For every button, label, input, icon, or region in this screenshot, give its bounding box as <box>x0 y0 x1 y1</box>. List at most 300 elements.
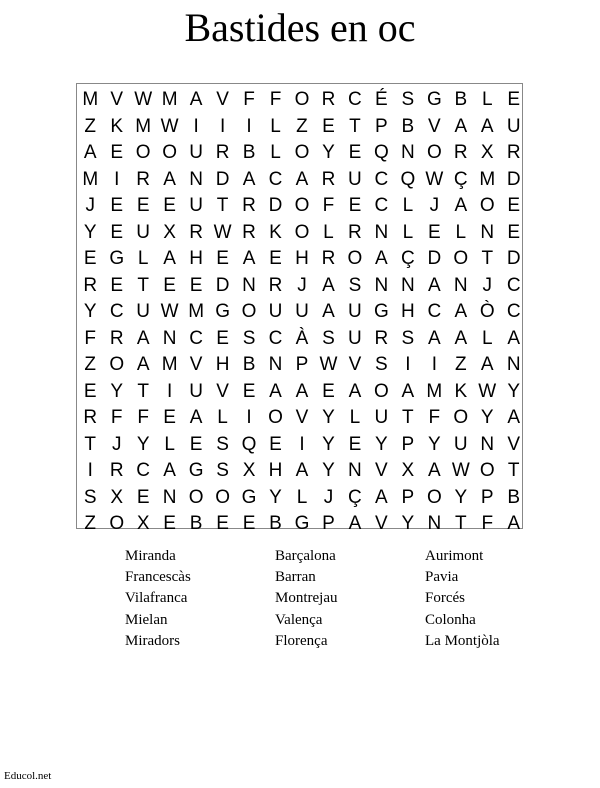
grid-cell[interactable]: J <box>85 195 95 217</box>
grid-cell[interactable]: U <box>348 327 362 349</box>
grid-cell[interactable]: O <box>426 142 442 164</box>
grid-cell[interactable]: I <box>246 115 252 137</box>
grid-cell[interactable]: Ç <box>400 248 415 270</box>
grid-cell[interactable]: D <box>506 168 521 190</box>
grid-cell[interactable]: R <box>506 142 521 164</box>
grid-cell[interactable]: E <box>507 221 521 243</box>
grid-cell[interactable]: O <box>426 486 442 508</box>
grid-cell[interactable]: C <box>268 327 283 349</box>
grid-cell[interactable]: F <box>481 513 494 535</box>
grid-cell[interactable]: O <box>347 248 363 270</box>
grid-cell[interactable]: C <box>374 195 389 217</box>
grid-cell[interactable]: R <box>189 221 203 243</box>
grid-cell[interactable]: Y <box>83 301 97 323</box>
grid-cell[interactable]: F <box>269 89 282 111</box>
grid-cell[interactable]: M <box>479 168 496 190</box>
grid-cell[interactable]: O <box>453 248 469 270</box>
grid-row <box>77 167 527 194</box>
grid-cell[interactable]: D <box>506 248 521 270</box>
grid-cell[interactable]: A <box>242 168 256 190</box>
grid-cell[interactable]: P <box>322 513 335 535</box>
grid-cell[interactable]: O <box>241 301 257 323</box>
grid-cell[interactable]: H <box>189 248 203 270</box>
grid-cell[interactable]: V <box>216 380 229 402</box>
grid-cell[interactable]: L <box>270 115 281 137</box>
grid-cell[interactable]: A <box>295 380 309 402</box>
grid-cell[interactable]: U <box>136 221 151 243</box>
grid-cell[interactable]: O <box>294 142 310 164</box>
grid-cell[interactable]: L <box>455 221 467 243</box>
grid-cell[interactable]: U <box>189 142 203 164</box>
grid-cell[interactable]: R <box>83 274 98 296</box>
grid-cell[interactable]: T <box>402 407 414 429</box>
grid-cell[interactable]: V <box>375 513 388 535</box>
grid-cell[interactable]: Y <box>401 513 415 535</box>
grid-cell[interactable]: X <box>163 221 176 243</box>
grid-cell[interactable]: E <box>163 407 176 429</box>
grid-cell[interactable]: E <box>507 89 521 111</box>
grid-cell[interactable]: E <box>110 274 124 296</box>
grid-cell[interactable]: N <box>480 433 495 455</box>
grid-cell[interactable]: W <box>134 89 153 111</box>
grid-cell[interactable]: D <box>215 168 230 190</box>
grid-cell[interactable]: O <box>109 513 125 535</box>
grid-cell[interactable]: C <box>348 89 362 111</box>
grid-cell[interactable]: N <box>374 274 389 296</box>
grid-cell[interactable]: R <box>109 460 124 482</box>
grid-cell[interactable]: X <box>401 460 415 482</box>
grid-cell[interactable]: E <box>216 327 229 349</box>
grid-cell[interactable]: U <box>189 195 203 217</box>
grid-cell[interactable]: A <box>480 354 494 376</box>
grid-cell[interactable]: S <box>242 327 256 349</box>
grid-cell[interactable]: G <box>215 301 230 323</box>
grid-cell[interactable]: L <box>481 327 493 349</box>
grid-cell[interactable]: U <box>348 301 362 323</box>
grid-cell[interactable]: I <box>193 115 199 137</box>
grid-cell[interactable]: N <box>506 354 521 376</box>
grid-cell[interactable]: N <box>400 274 415 296</box>
grid-cell[interactable]: Q <box>241 433 257 455</box>
grid-cell[interactable]: B <box>269 513 282 535</box>
grid-cell[interactable]: B <box>242 354 256 376</box>
grid-cell[interactable]: E <box>136 195 150 217</box>
grid-cell[interactable]: A <box>507 327 521 349</box>
grid-cell[interactable]: W <box>160 301 179 323</box>
grid-cell[interactable]: O <box>268 407 283 429</box>
grid-cell[interactable]: R <box>268 274 283 296</box>
grid-cell[interactable]: O <box>135 142 151 164</box>
grid-cell[interactable]: R <box>453 142 468 164</box>
grid-cell[interactable]: E <box>242 513 256 535</box>
grid-cell[interactable]: C <box>506 301 521 323</box>
grid-cell[interactable]: J <box>323 486 334 508</box>
grid-cell[interactable]: T <box>507 460 520 482</box>
grid-row <box>77 220 527 247</box>
grid-cell[interactable]: T <box>454 513 467 535</box>
grid-cell[interactable]: T <box>216 195 229 217</box>
grid-cell[interactable]: S <box>83 486 97 508</box>
grid-cell[interactable]: X <box>136 513 150 535</box>
grid-cell[interactable]: R <box>215 142 230 164</box>
grid-cell[interactable]: L <box>481 89 493 111</box>
grid-cell[interactable]: M <box>161 89 178 111</box>
grid-cell[interactable]: N <box>400 142 415 164</box>
grid-cell[interactable]: K <box>269 221 282 243</box>
grid-cell[interactable]: L <box>402 221 414 243</box>
grid-cell[interactable]: E <box>189 274 203 296</box>
grid-cell[interactable]: E <box>189 433 203 455</box>
grid-cell[interactable]: V <box>110 89 124 111</box>
grid-cell[interactable]: O <box>479 195 495 217</box>
grid-cell[interactable]: O <box>215 486 230 508</box>
grid-cell[interactable]: S <box>216 460 229 482</box>
grid-cell[interactable]: O <box>188 486 204 508</box>
grid-cell[interactable]: L <box>349 407 361 429</box>
grid-cell[interactable]: F <box>428 407 441 429</box>
grid-cell[interactable]: U <box>453 433 468 455</box>
grid-cell[interactable]: Ò <box>479 301 495 323</box>
grid-cell[interactable]: X <box>480 142 494 164</box>
grid-cell[interactable]: E <box>83 248 97 270</box>
grid-cell[interactable]: A <box>427 327 441 349</box>
grid-cell[interactable]: S <box>401 327 415 349</box>
grid-cell[interactable]: M <box>188 301 205 323</box>
grid-cell[interactable]: Y <box>136 433 150 455</box>
grid-cell[interactable]: E <box>216 513 229 535</box>
grid-cell[interactable]: O <box>479 460 495 482</box>
grid-cell[interactable]: C <box>427 301 442 323</box>
grid-cell[interactable]: Z <box>84 513 97 535</box>
grid-cell[interactable]: Z <box>454 354 467 376</box>
grid-cell[interactable]: I <box>167 380 173 402</box>
grid-cell[interactable]: P <box>480 486 494 508</box>
grid-cell[interactable]: R <box>321 168 336 190</box>
grid-cell[interactable]: Y <box>454 486 468 508</box>
grid-cell[interactable]: N <box>348 460 362 482</box>
grid-cell[interactable]: P <box>295 354 309 376</box>
grid-cell[interactable]: D <box>427 248 442 270</box>
grid-cell[interactable]: G <box>188 460 204 482</box>
grid-cell[interactable]: C <box>109 301 124 323</box>
grid-cell[interactable]: H <box>400 301 415 323</box>
letter-grid[interactable] <box>77 87 527 538</box>
grid-cell[interactable]: B <box>242 142 256 164</box>
grid-row <box>77 114 527 141</box>
grid-cell[interactable]: Y <box>375 433 388 455</box>
grid-cell[interactable]: R <box>136 168 151 190</box>
grid-cell[interactable]: I <box>431 354 437 376</box>
grid-cell[interactable]: V <box>189 354 203 376</box>
grid-cell[interactable]: A <box>189 407 203 429</box>
grid-cell[interactable]: V <box>375 460 388 482</box>
grid-cell[interactable]: Y <box>322 407 335 429</box>
word-item: Montrejau <box>275 590 338 607</box>
grid-cell[interactable]: V <box>216 89 229 111</box>
grid-cell[interactable]: B <box>454 89 468 111</box>
grid-cell[interactable]: S <box>401 89 415 111</box>
grid-cell[interactable]: E <box>216 248 229 270</box>
grid-cell[interactable]: L <box>270 142 281 164</box>
grid-cell[interactable]: R <box>242 195 256 217</box>
grid-cell[interactable]: M <box>135 115 152 137</box>
grid-cell[interactable]: A <box>507 513 521 535</box>
grid-cell[interactable]: M <box>161 354 178 376</box>
grid-cell[interactable]: L <box>323 221 334 243</box>
grid-cell[interactable]: L <box>217 407 228 429</box>
grid-cell[interactable]: R <box>348 221 362 243</box>
grid-cell[interactable]: A <box>480 115 494 137</box>
grid-cell[interactable]: L <box>164 433 175 455</box>
grid-cell[interactable]: A <box>427 460 441 482</box>
grid-cell[interactable]: O <box>453 407 469 429</box>
grid-cell[interactable]: E <box>110 221 124 243</box>
grid-cell[interactable]: A <box>189 89 203 111</box>
grid-cell[interactable]: Y <box>322 460 335 482</box>
grid-cell[interactable]: U <box>295 301 309 323</box>
grid-cell[interactable]: P <box>401 486 415 508</box>
grid-cell[interactable]: O <box>294 221 310 243</box>
grid-cell[interactable]: I <box>246 407 252 429</box>
grid-cell[interactable]: A <box>163 460 176 482</box>
grid-cell[interactable]: U <box>374 407 389 429</box>
grid-cell[interactable]: Q <box>374 142 389 164</box>
grid-cell[interactable]: R <box>242 221 256 243</box>
grid-cell[interactable]: I <box>87 460 93 482</box>
grid-cell[interactable]: O <box>294 89 310 111</box>
grid-cell[interactable]: U <box>506 115 521 137</box>
grid-cell[interactable]: A <box>136 354 150 376</box>
grid-cell[interactable]: E <box>83 380 97 402</box>
grid-cell[interactable]: C <box>189 327 203 349</box>
grid-cell[interactable]: O <box>109 354 125 376</box>
grid-cell[interactable]: R <box>374 327 389 349</box>
grid-cell[interactable]: V <box>427 115 441 137</box>
grid-row <box>77 379 527 406</box>
grid-cell[interactable]: U <box>268 301 283 323</box>
grid-cell[interactable]: A <box>401 380 415 402</box>
grid-cell[interactable]: E <box>163 513 176 535</box>
grid-cell[interactable]: O <box>374 380 389 402</box>
grid-cell[interactable]: A <box>454 115 468 137</box>
grid-cell[interactable]: V <box>295 407 309 429</box>
grid-cell[interactable]: L <box>137 248 149 270</box>
grid-cell[interactable]: E <box>348 195 362 217</box>
grid-cell[interactable]: Ç <box>348 486 362 508</box>
grid-cell[interactable]: S <box>322 327 335 349</box>
grid-cell[interactable]: E <box>163 195 176 217</box>
grid-cell[interactable]: Y <box>322 433 335 455</box>
site-credit: Educol.net <box>4 770 52 782</box>
grid-cell[interactable]: R <box>321 89 336 111</box>
grid-cell[interactable]: J <box>111 433 122 455</box>
grid-cell[interactable]: G <box>294 513 310 535</box>
grid-cell[interactable]: W <box>213 221 232 243</box>
grid-cell[interactable]: J <box>482 274 493 296</box>
grid-cell[interactable]: N <box>268 354 283 376</box>
grid-cell[interactable]: E <box>507 195 521 217</box>
grid-cell[interactable]: E <box>269 433 282 455</box>
grid-cell[interactable]: P <box>401 433 415 455</box>
grid-cell[interactable]: N <box>374 221 389 243</box>
grid-cell[interactable]: X <box>242 460 256 482</box>
grid-cell[interactable]: I <box>405 354 411 376</box>
grid-cell[interactable]: E <box>136 486 150 508</box>
grid-cell[interactable]: X <box>110 486 124 508</box>
grid-cell[interactable]: G <box>109 248 125 270</box>
grid-cell[interactable]: A <box>375 248 388 270</box>
grid-cell[interactable]: N <box>162 327 177 349</box>
grid-cell[interactable]: A <box>136 327 150 349</box>
grid-cell[interactable]: D <box>268 195 283 217</box>
grid-cell[interactable]: A <box>375 486 388 508</box>
grid-cell[interactable]: E <box>269 248 282 270</box>
grid-cell[interactable]: H <box>215 354 230 376</box>
word-list-column <box>275 546 425 652</box>
grid-cell[interactable]: A <box>269 380 282 402</box>
grid-cell[interactable]: A <box>322 274 335 296</box>
grid-cell[interactable]: P <box>375 115 388 137</box>
grid-cell[interactable]: E <box>322 115 335 137</box>
grid-cell[interactable]: W <box>451 460 470 482</box>
grid-cell[interactable]: G <box>374 301 389 323</box>
grid-cell[interactable]: Y <box>507 380 521 402</box>
grid-cell[interactable]: A <box>454 301 468 323</box>
grid-cell[interactable]: Z <box>296 115 308 137</box>
grid-cell[interactable]: N <box>162 486 177 508</box>
grid-cell[interactable]: B <box>507 486 521 508</box>
grid-cell[interactable]: L <box>402 195 414 217</box>
grid-cell[interactable]: R <box>83 407 98 429</box>
grid-cell[interactable]: B <box>401 115 415 137</box>
word-item: Aurimont <box>425 548 484 564</box>
grid-cell[interactable]: N <box>453 274 468 296</box>
grid-cell[interactable]: J <box>297 274 307 296</box>
grid-cell[interactable]: Y <box>427 433 441 455</box>
grid-cell[interactable]: A <box>163 248 176 270</box>
grid-cell[interactable]: S <box>375 354 388 376</box>
grid-cell[interactable]: A <box>83 142 97 164</box>
grid-cell[interactable]: F <box>110 407 123 429</box>
grid-cell[interactable]: A <box>427 274 441 296</box>
grid-cell[interactable]: B <box>189 513 203 535</box>
grid-cell[interactable]: R <box>109 327 124 349</box>
grid-cell[interactable]: I <box>114 168 120 190</box>
grid-cell[interactable]: C <box>136 460 151 482</box>
grid-cell[interactable]: Y <box>322 142 335 164</box>
grid-cell[interactable]: A <box>454 195 468 217</box>
word-item: Francescàs <box>125 569 191 586</box>
grid-cell[interactable]: O <box>162 142 178 164</box>
grid-cell[interactable]: H <box>268 460 283 482</box>
grid-cell[interactable]: C <box>268 168 283 190</box>
grid-cell[interactable]: I <box>219 115 226 137</box>
grid-cell[interactable]: T <box>481 248 494 270</box>
grid-cell[interactable]: G <box>241 486 257 508</box>
grid-cell[interactable]: T <box>137 274 149 296</box>
grid-cell[interactable]: M <box>82 89 99 111</box>
grid-cell[interactable]: Y <box>83 221 97 243</box>
grid-cell[interactable]: T <box>84 433 97 455</box>
grid-cell[interactable]: E <box>110 142 124 164</box>
grid-cell[interactable]: U <box>136 301 151 323</box>
grid-cell[interactable]: W <box>425 168 444 190</box>
grid-cell[interactable]: E <box>242 380 256 402</box>
grid-cell[interactable]: K <box>454 380 468 402</box>
grid-cell[interactable]: D <box>215 274 230 296</box>
grid-cell[interactable]: Z <box>84 354 97 376</box>
grid-cell[interactable]: F <box>137 407 149 429</box>
grid-cell[interactable]: A <box>454 327 468 349</box>
grid-cell[interactable]: Y <box>110 380 124 402</box>
grid-cell[interactable]: F <box>322 195 335 217</box>
grid-cell[interactable]: H <box>295 248 309 270</box>
grid-cell[interactable]: T <box>137 380 149 402</box>
grid-cell[interactable]: O <box>294 195 310 217</box>
grid-cell[interactable]: A <box>295 460 309 482</box>
grid-cell[interactable]: V <box>348 354 362 376</box>
grid-cell[interactable]: N <box>242 274 256 296</box>
grid-cell[interactable]: E <box>322 380 335 402</box>
grid-cell[interactable]: E <box>427 221 441 243</box>
grid-cell[interactable]: Ç <box>453 168 468 190</box>
grid-cell[interactable]: R <box>321 248 336 270</box>
grid-cell[interactable]: Z <box>84 115 97 137</box>
grid-cell[interactable]: É <box>375 89 388 111</box>
grid-cell[interactable]: E <box>110 195 124 217</box>
grid-cell[interactable]: C <box>506 274 521 296</box>
grid-cell[interactable]: N <box>427 513 442 535</box>
grid-cell[interactable]: V <box>507 433 521 455</box>
grid-cell[interactable]: A <box>322 301 335 323</box>
grid-cell[interactable]: Y <box>269 486 282 508</box>
grid-cell[interactable]: U <box>348 168 362 190</box>
grid-cell[interactable]: E <box>348 142 362 164</box>
grid-cell[interactable]: T <box>349 115 361 137</box>
grid-cell[interactable]: C <box>374 168 389 190</box>
grid-cell[interactable]: W <box>160 115 179 137</box>
grid-cell[interactable]: G <box>426 89 442 111</box>
grid-row <box>77 273 527 300</box>
grid-cell[interactable]: A <box>348 513 362 535</box>
grid-cell[interactable]: W <box>478 380 497 402</box>
grid-cell[interactable]: N <box>480 221 495 243</box>
grid-cell[interactable]: M <box>426 380 443 402</box>
grid-cell[interactable]: A <box>295 168 309 190</box>
grid-cell[interactable]: E <box>348 433 362 455</box>
grid-cell[interactable]: J <box>429 195 440 217</box>
grid-cell[interactable]: F <box>84 327 97 349</box>
grid-cell[interactable]: À <box>295 327 309 349</box>
grid-cell[interactable]: E <box>163 274 176 296</box>
grid-cell[interactable]: S <box>216 433 229 455</box>
grid-cell[interactable]: I <box>299 433 305 455</box>
grid-cell[interactable]: K <box>110 115 124 137</box>
grid-cell[interactable]: U <box>189 380 203 402</box>
grid-cell[interactable]: Y <box>480 407 494 429</box>
grid-cell[interactable]: L <box>296 486 308 508</box>
grid-cell[interactable]: A <box>242 248 256 270</box>
grid-cell[interactable]: Q <box>400 168 416 190</box>
grid-cell[interactable]: F <box>243 89 255 111</box>
grid-cell[interactable]: A <box>348 380 362 402</box>
grid-cell[interactable]: S <box>348 274 362 296</box>
grid-cell[interactable]: M <box>82 168 99 190</box>
grid-cell[interactable]: W <box>319 354 338 376</box>
grid-cell[interactable]: N <box>189 168 203 190</box>
grid-cell[interactable]: A <box>163 168 176 190</box>
grid-cell[interactable]: A <box>507 407 521 429</box>
